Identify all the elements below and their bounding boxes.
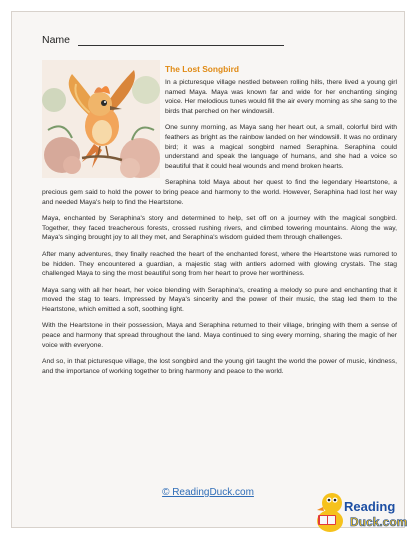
worksheet-page — [11, 11, 408, 529]
songbird-illustration-icon — [42, 60, 160, 178]
story-paragraph-4: Maya, enchanted by Seraphina's story and determined to help, set off on a journey with the magical songbird. Together, they faced treacherous forests, crossed rushing rivers, and climbed towering mountains. Along the way, Maya's singing brought joy to all they met, and Seraphina's wisdom guided them through challenges. — [42, 215, 397, 242]
story-paragraph-8: And so, in that picturesque village, the lost songbird and the young girl taught the world the power of music, kindness, and the importance of working together to bring harmony and peace to the world. — [42, 358, 397, 375]
story-paragraph-1: In a picturesque village nestled between rolling hills, there lived a young girl named Maya. Maya was known far and wide for her enchanting singing voice. Her melodious tunes would fill the air every morning as she sang to the birds that perched on her windowsill. — [165, 79, 397, 115]
story-paragraph-6: Maya sang with all her heart, her voice blending with Seraphina's, creating a melody so pure and enchanting that it moved the stag to tears. Impressed by Maya's sincerity and the power of their music, the stag led them to the Heartstone, which emitted a soft, soothing light. — [42, 286, 397, 313]
story-paragraph-2: One sunny morning, as Maya sang her heart out, a small, colorful bird with feathers as bright as the rainbow landed on her windowsill. It was no ordinary bird; it was a magical songbird named Seraphina. Seraphina could understand and speak the language of humans, and she had a voice so beautiful that it could heal wounds and mend broken hearts. — [165, 124, 397, 170]
name-label: Name — [42, 34, 71, 46]
story-paragraph-7: With the Heartstone in their possession, Maya and Seraphina returned to their village, bringing with them a sense of peace and harmony that spread throughout the land. Maya continued to sing every morning, sharing the magic of her voice with everyone. — [42, 322, 397, 349]
reading-duck-logo-icon[interactable] — [314, 487, 408, 537]
name-row — [42, 32, 382, 50]
story-paragraph-5: After many adventures, they finally reached the heart of the enchanted forest, where the Heartstone was rumored to be hidden. They encountered a guardian, a majestic stag with antlers adorned with glowing crystals. The stag challenged Maya to sing the most beautiful song from her heart to prove her worthiness. — [42, 250, 397, 278]
logo-text-top: Reading — [344, 499, 396, 514]
name-input-line[interactable] — [78, 45, 284, 46]
story-paragraph-3: Seraphina told Maya about her quest to find the legendary Heartstone, a precious gem said to hold the power to bring peace and harmony to the world. However, Seraphina had lost her way and needed Maya's help to find the Heartstone. — [42, 179, 397, 206]
readingduck-link[interactable]: © ReadingDuck.com — [162, 487, 254, 498]
story-article — [42, 60, 397, 383]
story-title: The Lost Songbird — [165, 64, 239, 74]
logo-text-bottom: Duck.com — [350, 515, 408, 529]
